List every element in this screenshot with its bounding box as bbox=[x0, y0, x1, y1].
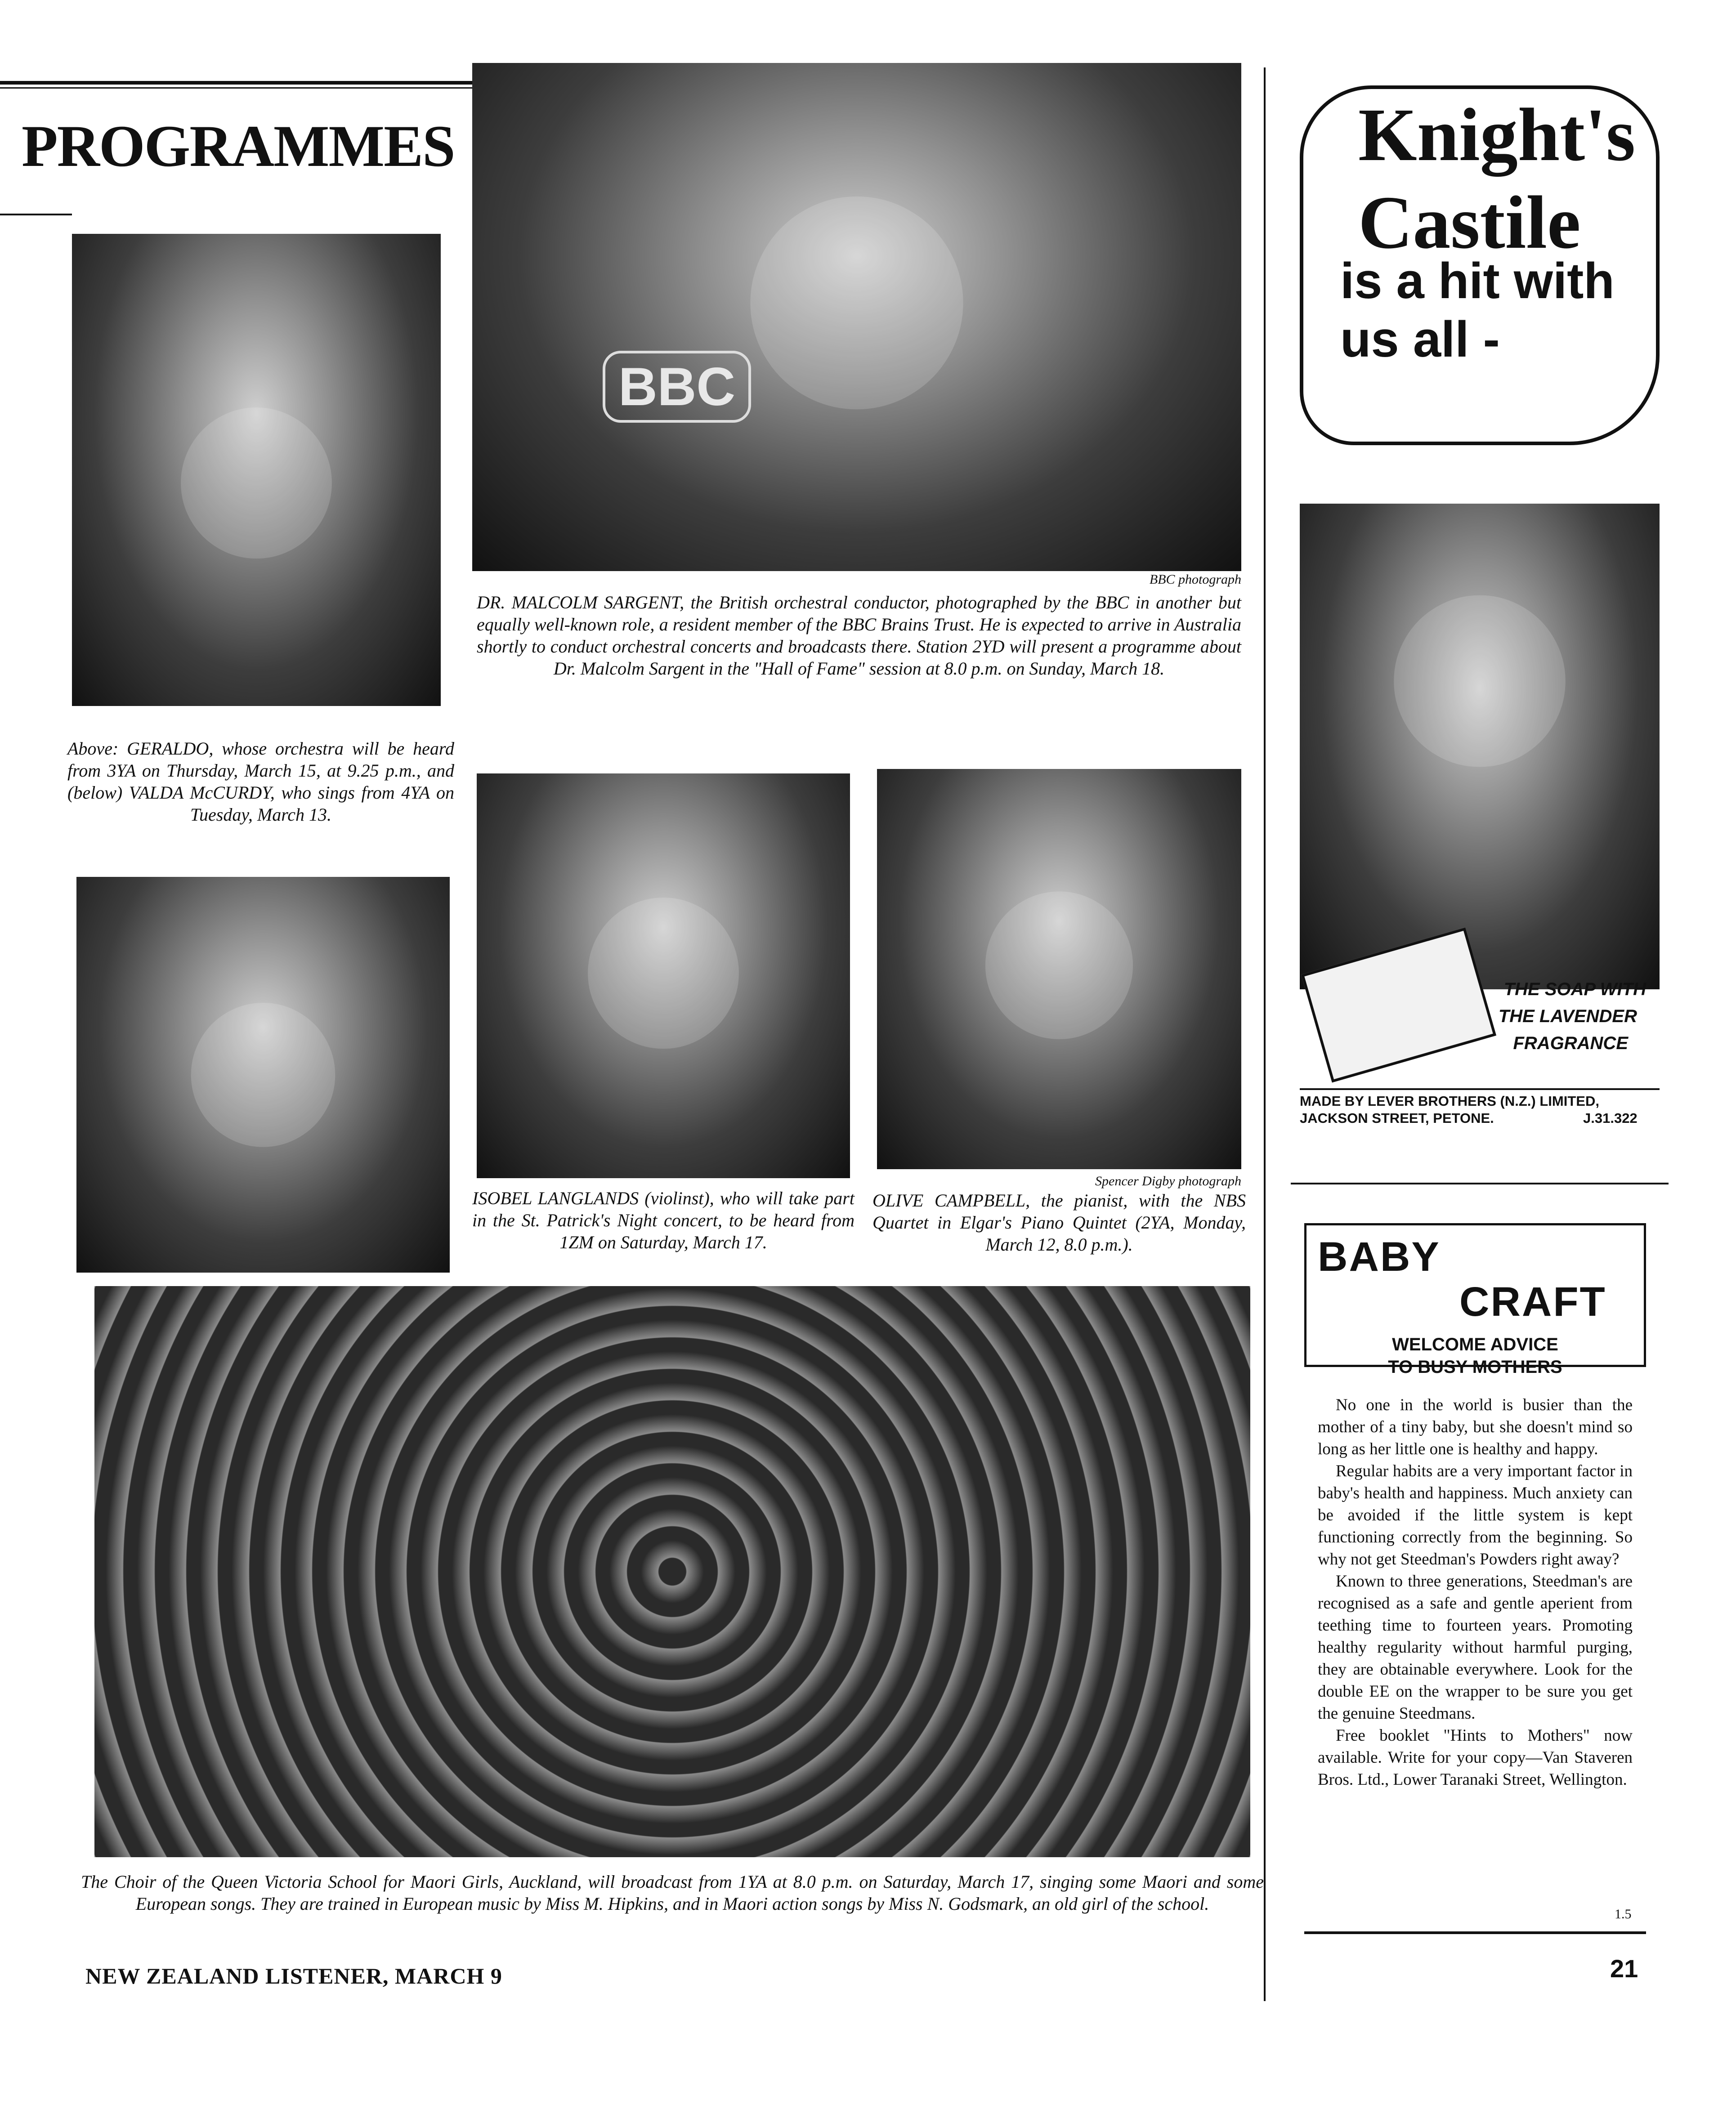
maker-line1: MADE BY LEVER BROTHERS (N.Z.) LIMITED, bbox=[1300, 1093, 1599, 1109]
campbell-caption: OLIVE CAMPBELL, the pianist, with the NBS Quartet in Elgar's Piano Quintet (2YA, Monday, March 12, 8.0 p.m.). bbox=[872, 1190, 1246, 1255]
babycraft-code: 1.5 bbox=[1615, 1907, 1632, 1921]
choir-caption: The Choir of the Queen Victoria School for Maori Girls, Auckland, will broadcast from 1YA at 8.0 p.m. on Saturday, March 17, singing some Maori and some European songs. They are trained in European music by Miss M. Hipkins, and in Maori action songs by Miss N. Godsmark, an old girl of the school. bbox=[81, 1872, 1264, 1914]
sargent-photo-credit: BBC photograph bbox=[1149, 572, 1241, 587]
knights-castile-ad bbox=[1286, 67, 1673, 1147]
publication-footer: NEW ZEALAND LISTENER, MARCH 9 bbox=[85, 1963, 502, 1988]
boy-photo: ● bbox=[1300, 504, 1660, 989]
brand-name-line1: Knight's bbox=[1358, 93, 1636, 177]
page-number: 21 bbox=[1610, 1954, 1638, 1983]
geraldo-caption: Above: GERALDO, whose orchestra will be heard from 3YA on Thursday, March 15, at 9.25 p.m., and (below) VALDA McCURDY, who sings from 4YA on Tuesday, March 13. bbox=[67, 738, 454, 825]
ad-code: J.31.322 bbox=[1583, 1110, 1638, 1126]
babycraft-subtitle-2: TO BUSY MOTHERS bbox=[1388, 1357, 1562, 1377]
brand-name-line2: Castile bbox=[1358, 181, 1581, 264]
babycraft-paragraph-4: Free booklet "Hints to Mothers" now available. Write for your copy—Van Staveren Bros. Ltd., Lower Taranaki Street, Wellington. bbox=[1318, 1726, 1633, 1789]
sargent-caption: DR. MALCOLM SARGENT, the British orchestral conductor, photographed by the BBC in another but equally well-known role, a resident member of the BBC Brains Trust. He is expected to arrive in Australia shortly to conduct orchestral concerts and broadcasts there. Station 2YD will present a programme about Dr. Malcolm Sargent in the "Hall of Fame" session at 8.0 p.m. on Sunday, March 18. bbox=[477, 592, 1241, 679]
tagline-line1: is a hit with bbox=[1340, 253, 1615, 309]
babycraft-paragraph-3: Known to three generations, Steedman's are recognised as a safe and gentle aperient from teething time to fourteen years. Promoting healthy regularity without harmful purging, they are obtainable everywhere. Look for the double EE on the wrapper to be sure you get the genuine Steedmans. bbox=[1318, 1572, 1633, 1723]
bbc-microphone-label: BBC bbox=[603, 351, 751, 423]
soap-slogan-line1: THE SOAP WITH bbox=[1503, 979, 1646, 999]
soap-slogan-line2: THE LAVENDER bbox=[1498, 1006, 1637, 1026]
babycraft-title-2: CRAFT bbox=[1459, 1279, 1606, 1325]
babycraft-paragraph-2: Regular habits are a very important factor in baby's health and happiness. Much anxiety can be avoided if the little system is kept functioning correctly from the beginning. So why not get Steedman's Powders right away? bbox=[1318, 1462, 1633, 1568]
mccurdy-photo: ● bbox=[76, 877, 450, 1273]
ad-separator bbox=[1291, 1183, 1669, 1184]
choir-photo bbox=[94, 1286, 1250, 1857]
campbell-photo-credit: Spencer Digby photograph bbox=[1095, 1174, 1241, 1189]
soap-slogan-line3: FRAGRANCE bbox=[1513, 1033, 1628, 1053]
section-title: PROGRAMMES bbox=[22, 113, 455, 179]
babycraft-ad bbox=[1304, 1223, 1646, 1934]
langlands-photo: ● bbox=[477, 773, 850, 1178]
tagline-line2: us all - bbox=[1340, 311, 1500, 367]
babycraft-title-1: BABY bbox=[1318, 1234, 1441, 1280]
sargent-photo: ● BBC bbox=[472, 63, 1241, 571]
babycraft-subtitle-1: WELCOME ADVICE bbox=[1392, 1335, 1558, 1354]
maker-line2: JACKSON STREET, PETONE. bbox=[1300, 1110, 1494, 1126]
babycraft-body bbox=[1318, 1394, 1633, 1791]
geraldo-photo: ● bbox=[72, 234, 441, 706]
campbell-photo: ● bbox=[877, 769, 1241, 1169]
column-divider bbox=[1264, 67, 1266, 2001]
babycraft-paragraph-1: No one in the world is busier than the mother of a tiny baby, but she doesn't mind so long as her little one is healthy and happy. bbox=[1318, 1396, 1633, 1458]
langlands-caption: ISOBEL LANGLANDS (violinst), who will take part in the St. Patrick's Night concert, to be heard from 1ZM on Saturday, March 17. bbox=[472, 1188, 855, 1252]
